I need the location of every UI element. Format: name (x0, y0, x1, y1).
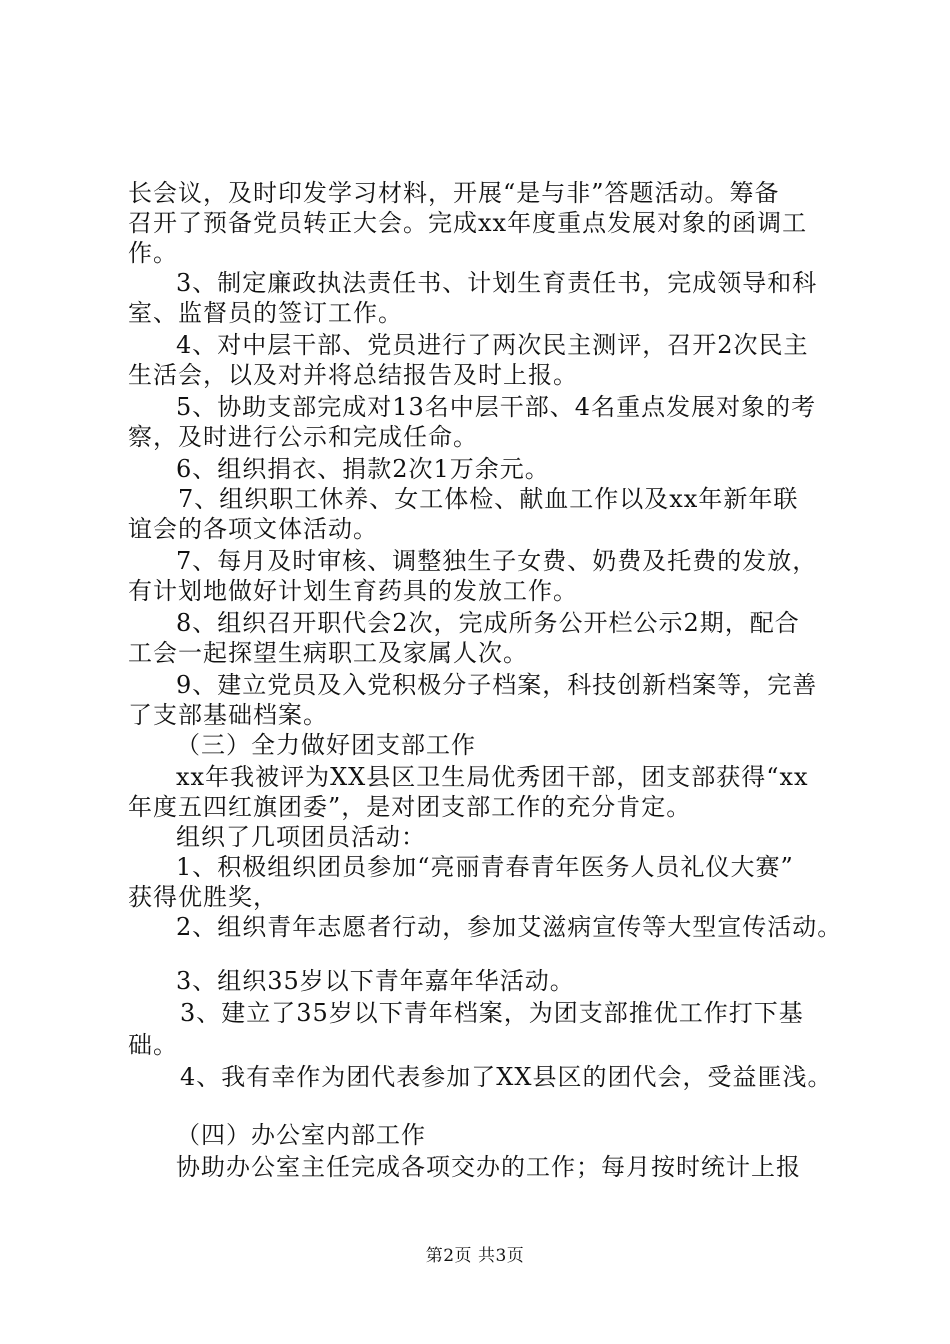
text-line: 6、组织捐衣、捐款2次1万余元。 (176, 455, 550, 483)
text-line: 3、建立了35岁以下青年档案，为团支部推优工作打下基 (180, 999, 804, 1027)
text-line: 室、监督员的签订工作。 (128, 299, 403, 327)
text-line: 获得优胜奖， (128, 883, 278, 911)
text-line: 有计划地做好计划生育药具的发放工作。 (128, 577, 578, 605)
text-line: 4、我有幸作为团代表参加了XX县区的团代会，受益匪浅。 (180, 1063, 833, 1091)
text-line: 察，及时进行公示和完成任命。 (128, 423, 478, 451)
text-line: 了支部基础档案。 (128, 701, 328, 729)
text-line: 7、组织职工休养、女工体检、献血工作以及xx年新年联 (178, 485, 799, 513)
text-line: 础。 (128, 1031, 178, 1059)
section-heading: （四）办公室内部工作 (176, 1121, 426, 1149)
text-line: 长会议，及时印发学习材料，开展“是与非”答题活动。筹备 (128, 179, 780, 207)
text-line: 工会一起探望生病职工及家属人次。 (128, 639, 528, 667)
text-line: 2、组织青年志愿者行动，参加艾滋病宣传等大型宣传活动。 (176, 913, 843, 941)
text-line: 年度五四红旗团委”，是对团支部工作的充分肯定。 (128, 793, 692, 821)
text-line: 8、组织召开职代会2次，完成所务公开栏公示2期，配合 (176, 609, 800, 637)
section-heading: （三）全力做好团支部工作 (176, 731, 476, 759)
text-line: 协助办公室主任完成各项交办的工作；每月按时统计上报 (176, 1153, 801, 1181)
text-line: 1、积极组织团员参加“亮丽青春青年医务人员礼仪大赛” (176, 853, 794, 881)
text-line: 9、建立党员及入党积极分子档案，科技创新档案等，完善 (176, 671, 818, 699)
text-line: 生活会，以及对并将总结报告及时上报。 (128, 361, 578, 389)
text-line: 召开了预备党员转正大会。完成xx年度重点发展对象的函调工 (128, 209, 808, 237)
text-line: 3、组织35岁以下青年嘉年华活动。 (176, 967, 575, 995)
text-line: 7、每月及时审核、调整独生子女费、奶费及托费的发放， (176, 547, 818, 575)
text-line: 3、制定廉政执法责任书、计划生育责任书，完成领导和科 (176, 269, 818, 297)
text-line: 4、对中层干部、党员进行了两次民主测评，召开2次民主 (176, 331, 809, 359)
text-line: 组织了几项团员活动： (176, 823, 426, 851)
text-line: 作。 (128, 239, 178, 267)
page-footer: 第2页 共3页 (425, 1246, 525, 1266)
text-line: 谊会的各项文体活动。 (128, 515, 378, 543)
text-line: 5、协助支部完成对13名中层干部、4名重点发展对象的考 (176, 393, 817, 421)
text-line: xx年我被评为XX县区卫生局优秀团干部，团支部获得“xx (176, 763, 809, 791)
